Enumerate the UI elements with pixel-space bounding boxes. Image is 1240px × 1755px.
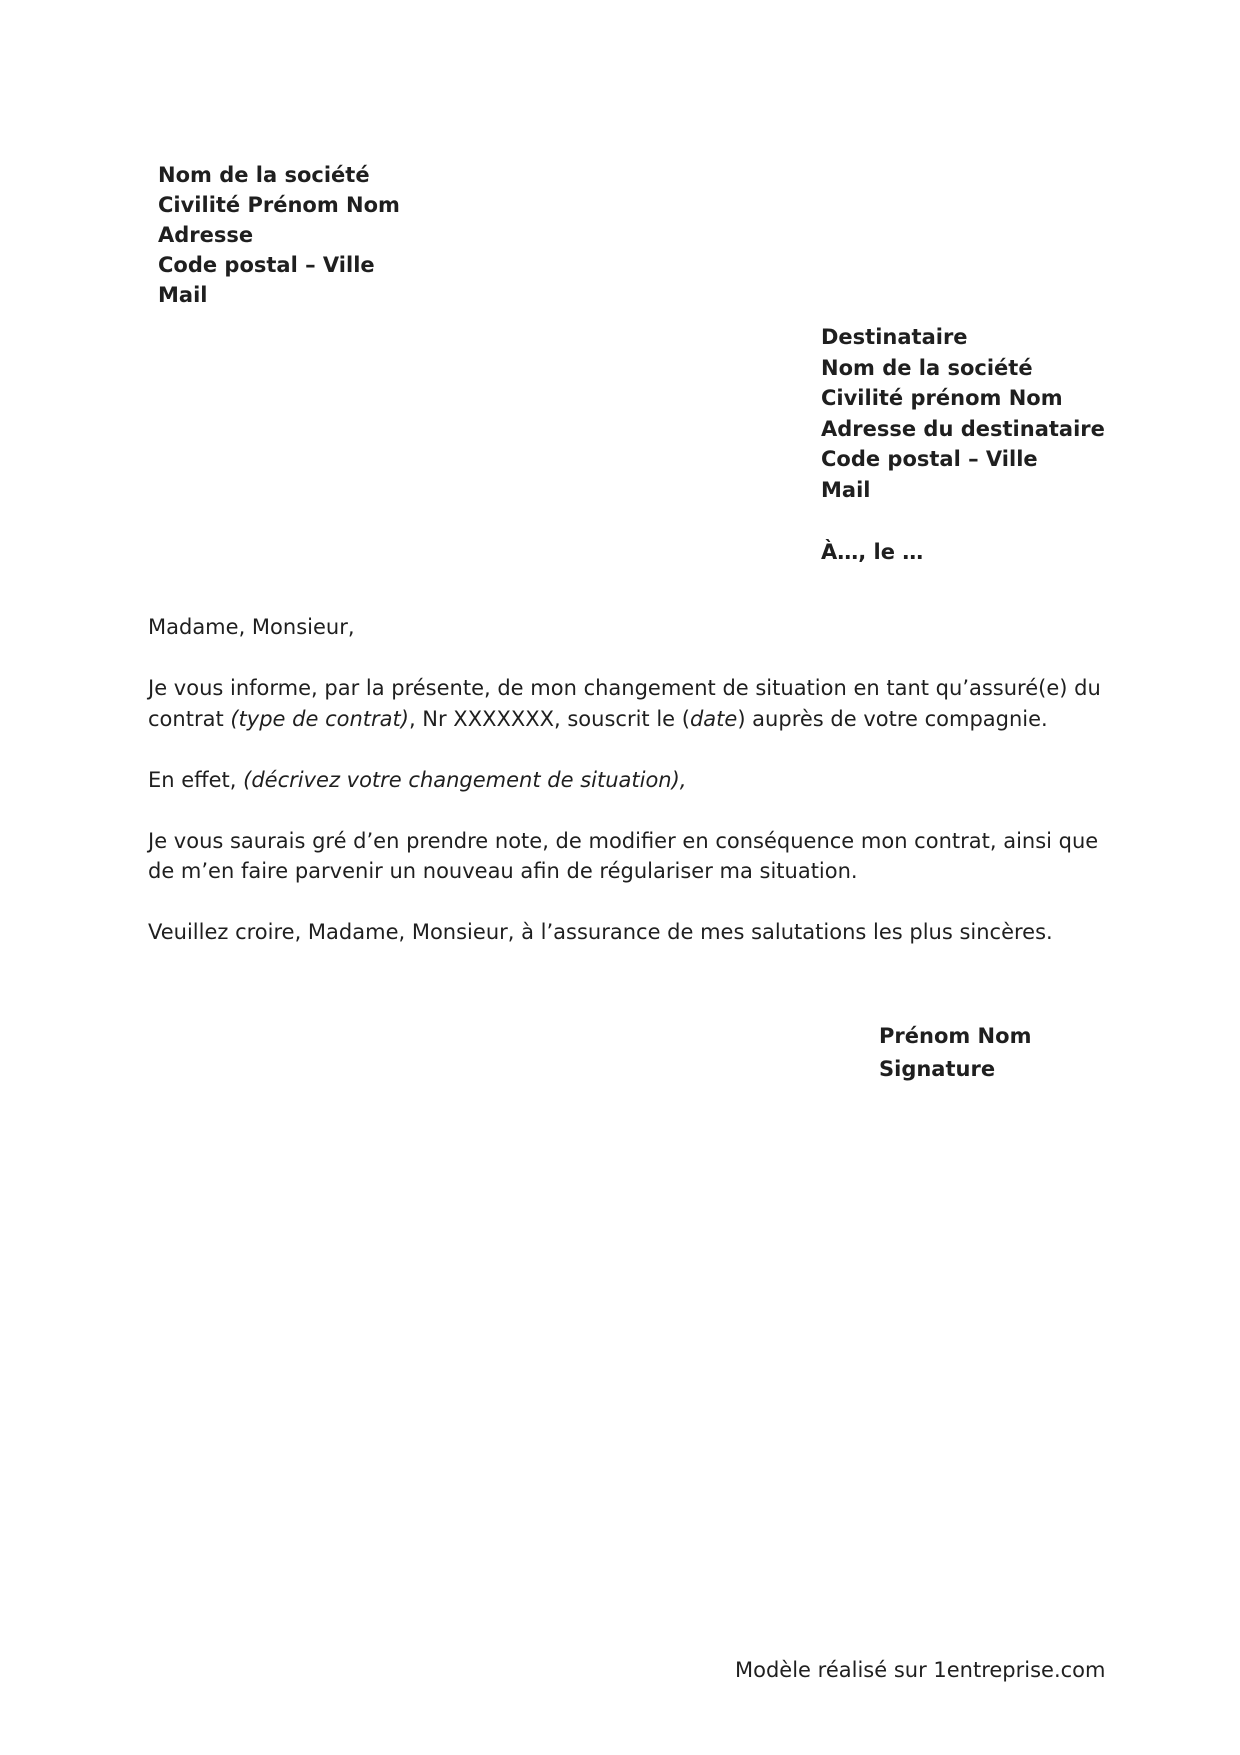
paragraph-request	[148, 826, 1108, 887]
signature-block	[879, 1020, 1031, 1086]
paragraph3-line1: Je vous saurais gré d’en prendre note, de modifier en conséquence mon contrat, ainsi que	[148, 828, 1099, 853]
signature-name: Prénom Nom	[879, 1024, 1032, 1048]
paragraph3-line2: de m’en faire parvenir un nouveau afin de régulariser ma situation.	[148, 859, 858, 883]
recipient-mail: Mail	[821, 477, 871, 502]
paragraph1-line2	[148, 704, 1108, 735]
recipient-city: Code postal – Ville	[821, 447, 1038, 472]
paragraph1-text-a: contrat	[148, 706, 231, 731]
recipient-name: Civilité prénom Nom	[821, 386, 1063, 411]
closing-formula: Veuillez croire, Madame, Monsieur, à l’assurance de mes salutations les plus sincères.	[148, 920, 1053, 944]
paragraph1-line1: Je vous informe, par la présente, de mon changement de situation en tant qu’assuré(e) du	[148, 676, 1101, 700]
letter-body	[148, 612, 1108, 978]
sender-address: Adresse	[158, 223, 254, 247]
description-placeholder: (décrivez votre changement de situation),	[243, 767, 687, 792]
recipient-label: Destinataire	[821, 325, 968, 349]
sender-name: Civilité Prénom Nom	[158, 193, 400, 217]
paragraph2-text-a: En effet,	[148, 767, 244, 792]
paragraph-situation-change	[148, 673, 1108, 734]
paragraph1-text-b: , Nr XXXXXXX, souscrit le (	[408, 706, 690, 731]
recipient-block	[821, 322, 1105, 506]
footer-credit: Modèle réalisé sur 1entreprise.com	[735, 1658, 1106, 1682]
contract-type-placeholder: (type de contrat)	[230, 706, 409, 731]
paragraph1-text-c: ) auprès de votre compagnie.	[737, 706, 1048, 731]
date-placeholder: date	[689, 706, 738, 731]
sender-company: Nom de la société	[158, 163, 370, 187]
place-date-line: À…, le …	[821, 540, 924, 564]
salutation: Madame, Monsieur,	[148, 615, 355, 639]
sender-block	[158, 160, 400, 310]
signature-label: Signature	[879, 1057, 996, 1081]
sender-mail: Mail	[158, 283, 208, 307]
recipient-address: Adresse du destinataire	[821, 416, 1105, 441]
paragraph-description	[148, 765, 1108, 796]
recipient-company: Nom de la société	[821, 355, 1033, 380]
sender-city: Code postal – Ville	[158, 253, 375, 277]
